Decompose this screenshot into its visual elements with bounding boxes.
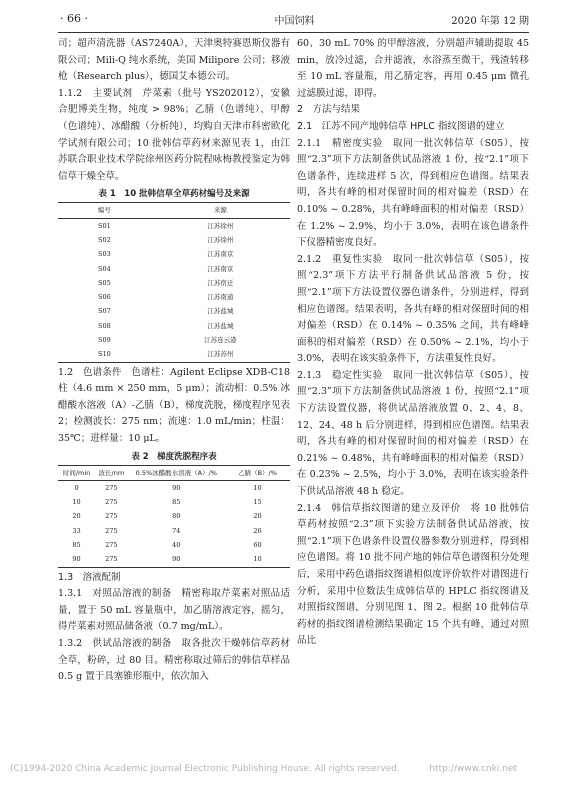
table2-cell: 275 — [105, 526, 118, 535]
table1-cell: 江苏苏州 — [207, 350, 234, 359]
table1-header: 编号 — [58, 203, 151, 218]
table2-cell: 10 — [72, 498, 81, 507]
table2-row — [58, 538, 290, 552]
table2-cell: 80 — [172, 512, 181, 521]
section-heading-fingerprint: 2.1 江苏不同产地韩信草 HPLC 指纹图谱的建立 — [297, 120, 505, 132]
right-column — [297, 36, 529, 650]
table1-cell: 江苏徐州 — [207, 235, 234, 244]
section-heading-solution: 1.3 溶液配制 — [58, 571, 121, 583]
paragraph-chromatographic-conditions: 1.2 色谱条件 色谱柱：Agilent Eclipse XDB-C18 柱（4.6 mm × 250 mm，5 μm）；流动相：0.5% 冰醋酸水溶液（A）-乙腈（B），梯度洗脱，梯度程序见表 2；检测波长：275 nm；流速：1.0 mL/min；柱温：35℃；进样量：10 μL。 — [58, 366, 290, 444]
table2-cell: 275 — [105, 541, 118, 550]
table2-cell: 275 — [105, 512, 118, 521]
table1 — [58, 202, 290, 362]
table1-cell: S04 — [98, 264, 111, 273]
table1-header: 来源 — [151, 203, 290, 218]
paragraph-repeatability: 2.1.2 重复性实验 取同一批次韩信草（S05），按照“2.3”项下方法平行制备供试品溶液 5 份，按照“2.1”项下方法设置仪器色谱条件，分别进样，得到相应色谱图。结果表明，各共有峰的相对保留时间的相对偏差（RSD）在 0.14% ~ 0.35% 之间，共有峰峰面积的相对偏差（RSD）在 0.50% ~ 2.1%，均小于 3.0%，表明在该实验条件下，方法重复性良好。 — [297, 253, 529, 365]
table2-cell: 26 — [253, 526, 262, 535]
table2-row — [58, 552, 290, 567]
table2-header: 乙腈（B）/% — [225, 465, 290, 480]
table2-caption: 表 2 梯度洗脱程序表 — [131, 451, 217, 462]
paragraph-instruments: 司；超声清洗器（AS7240A），天津奥特赛恩斯仪器有限公司；Mili-Q 纯水系统，美国 Milipore 公司；移液枪（Research plus），德国艾本德公司。 — [58, 38, 290, 83]
table1-cell: 江苏连云港 — [204, 336, 237, 345]
table2-cell: 275 — [105, 483, 118, 492]
table1-row — [58, 347, 290, 362]
table1-row — [58, 247, 290, 261]
table1-row — [58, 290, 290, 304]
table2-cell: 275 — [105, 498, 118, 507]
paragraph-sample-solution: 1.3.2 供试品溶液的制备 取各批次干燥韩信草药材全草，粉碎，过 80 目。精密称取过筛后的韩信草样品 0.5 g 置于具塞锥形瓶中，依次加入 — [58, 638, 290, 683]
table1-cell: 江苏宿迁 — [207, 278, 234, 287]
table2-cell: 60 — [253, 541, 262, 550]
table1-cell: S07 — [98, 307, 111, 316]
paragraph-extraction: 60、30 mL 70% 的甲醇溶液，分别超声辅助提取 45 min，放冷过滤，合并滤液，水浴蒸至微干，残渣转移至 10 mL 容量瓶，用乙腈定容，再用 0.45 μm 微孔过滤膜过滤，即得。 — [297, 38, 529, 99]
table1-cell: S05 — [98, 278, 111, 287]
paragraph-stability: 2.1.3 稳定性实验 取同一批次韩信草（S05），按照“2.3”项下方法制备供试品溶液 1 份，按照“2.1”项下方法设置仪器，将供试品溶液放置 0、2、4、8、12、24、48 h 后分别进样，得到相应色谱图。结果表明，各共有峰的相对保留时间的相对偏差（RSD）在 0.21% ~ 0.48%，共有峰峰面积的相对偏差（RSD）在 0.23% ~ 2.5%，均小于 3.0%，表明在该实验条件下供试品溶液 48 h 稳定。 — [297, 369, 529, 498]
table2-cell: 10 — [253, 555, 262, 564]
table1-row — [58, 319, 290, 333]
table1-cell: S01 — [98, 221, 111, 230]
table1-row — [58, 333, 290, 347]
table2-cell: 33 — [72, 526, 81, 535]
table1-cell: 江苏盐城 — [207, 307, 234, 316]
table1-row — [58, 218, 290, 233]
table1-cell: S02 — [98, 235, 111, 244]
copyright-text: (C)1994-2020 China Academic Journal Electronic Publishing House. All rights reserved. — [10, 764, 400, 774]
table1-cell: S06 — [98, 293, 111, 302]
left-column — [58, 36, 290, 686]
table2-row — [58, 480, 290, 495]
table1-row — [58, 233, 290, 247]
table1-cell: S03 — [98, 250, 111, 259]
issue-label: 2020 年第 12 期 — [451, 16, 529, 27]
section-heading-methods: 2 方法与结果 — [297, 104, 361, 116]
table1-cell: 江苏徐州 — [207, 221, 234, 230]
paragraph-precision: 2.1.1 精密度实验 取同一批次韩信草（S05），按照“2.3”项下方法制备供试品溶液 1 份，按“2.1”项下色谱条件，连续进样 5 次，得到相应色谱图。结果表明，各共有峰的相对保留时间的相对偏差（RSD）在 0.10% ~ 0.28%，共有峰峰面积的相对偏差（RSD）在 1.2% ~ 2.9%，均小于 3.0%，表明在该色谱条件下仪器精密度良好。 — [297, 137, 529, 249]
table2-cell: 90 — [72, 555, 81, 564]
table1-cell: 江苏南京 — [207, 250, 234, 259]
table2-row — [58, 509, 290, 523]
header-rule — [58, 32, 529, 33]
table2-cell: 15 — [253, 498, 262, 507]
table2-cell: 275 — [105, 555, 118, 564]
table1-row — [58, 304, 290, 318]
paragraph-reagents: 1.1.2 主要试剂 芹菜素（批号 YS202012），安徽合肥博美生物，纯度 > 98%；乙腈（色谱纯）、甲醇（色谱纯）、冰醋酸（分析纯），均购自天津市科密欧化学试剂有限公司；10 批韩信草药材来源见表 1，由江苏联合职业技术学院徐州医药分院程咏梅教授鉴定为韩信草干燥全草。 — [58, 87, 290, 182]
table2-header: 波长/nm — [95, 465, 127, 480]
footer-url: http://www.cnki.net — [429, 764, 517, 774]
table2-cell: 74 — [172, 526, 181, 535]
table2-cell: 85 — [72, 541, 81, 550]
table1-cell: 江苏南通 — [207, 293, 234, 302]
table1-cell: S08 — [98, 321, 111, 330]
table2-cell: 90 — [172, 555, 181, 564]
table1-row — [58, 276, 290, 290]
page-number: · 66 · — [60, 12, 88, 25]
table1-caption: 表 1 10 批韩信草全草药材编号及来源 — [98, 189, 250, 200]
page-header — [60, 12, 529, 30]
table1-cell: 江苏盐城 — [207, 321, 234, 330]
table2-cell: 20 — [253, 512, 262, 521]
table1-cell: S10 — [98, 350, 111, 359]
paragraph-reference-solution: 1.3.1 对照品溶液的制备 精密称取芹菜素对照品适量，置于 50 mL 容量瓶中，加乙腈溶液定容，摇匀，得芹菜素对照品储备液（0.7 mg/mL）。 — [58, 588, 290, 633]
table2-cell: 10 — [253, 483, 262, 492]
page-footer — [10, 764, 577, 774]
paragraph-fingerprint-evaluation: 2.1.4 韩信草指纹图谱的建立及评价 将 10 批韩信草药材按照“2.3”项下实验方法制备供试品溶液，按照“2.1”项下色谱条件设置仪器参数分别进样，得到相应色谱图。将 10 批不同产地的韩信草色谱图积分处理后，采用中药色谱指纹图谱相似度评价软件对谱图进行分析，采用中位数法生成韩信草的 HPLC 指纹图谱及对照指纹图谱，分别见图 1、图 2。根据 10 批韩信草药材的指纹图谱检测结果确定 15 个共有峰，通过对照品比 — [297, 502, 529, 647]
table1-cell: 江苏南京 — [207, 264, 234, 273]
table2-cell: 85 — [172, 498, 181, 507]
table1-row — [58, 262, 290, 276]
table2-row — [58, 495, 290, 509]
table1-cell: S09 — [98, 336, 111, 345]
table2-cell: 20 — [72, 512, 81, 521]
table2-cell: 0 — [74, 483, 79, 492]
table2-header: 时间/min — [58, 465, 95, 480]
table2 — [58, 465, 290, 568]
table2-cell: 40 — [172, 541, 181, 550]
table2-header: 0.5%冰醋酸水溶液（A）/% — [128, 465, 225, 480]
table2-row — [58, 524, 290, 538]
table2-cell: 90 — [172, 483, 181, 492]
journal-name: 中国饲料 — [274, 16, 315, 27]
